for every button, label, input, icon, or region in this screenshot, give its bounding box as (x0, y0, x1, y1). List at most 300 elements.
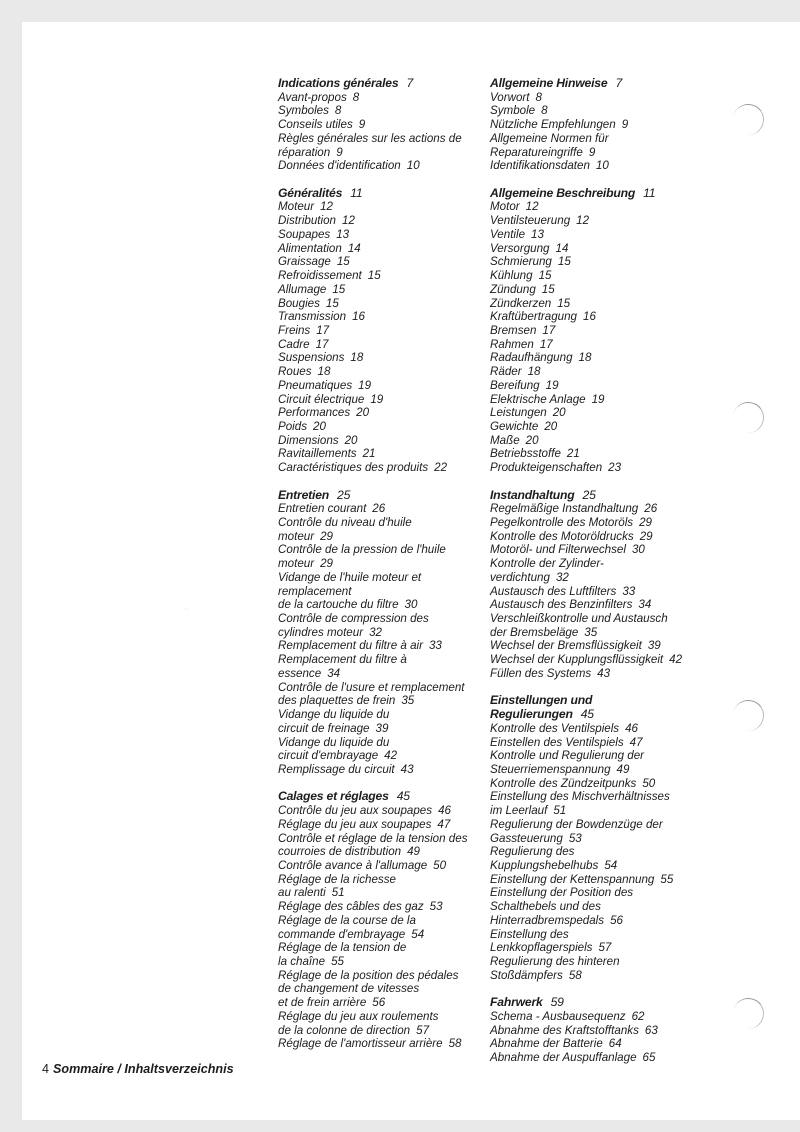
entry-page-number: 46 (625, 721, 639, 735)
entry-text: im Leerlauf (490, 804, 548, 818)
heading-page-number: 25 (337, 487, 351, 502)
entry-text: Entretien courant (278, 502, 367, 516)
heading-page-number: 11 (350, 185, 363, 200)
toc-entry (278, 969, 478, 983)
toc-entry (490, 159, 690, 173)
section-spacer (490, 681, 690, 695)
heading-page-number: 45 (580, 707, 594, 722)
toc-entry (278, 255, 478, 269)
entry-text: Bereifung (490, 378, 540, 392)
entry-text: Réglage de la position des pédales (278, 968, 459, 982)
entry-text: Füllen des Systems (490, 666, 592, 680)
entry-text: Poids (278, 419, 308, 433)
entry-text: Réglage de l'amortisseur arrière (278, 1037, 443, 1051)
section-heading (490, 996, 690, 1010)
toc-section (490, 489, 690, 681)
entry-page-number: 17 (542, 323, 556, 337)
section-heading (490, 489, 690, 503)
entry-text: Steuerriemenspannung (490, 762, 611, 776)
entry-text: Freins (278, 323, 311, 337)
toc-entry (278, 338, 478, 352)
entry-page-number: 23 (608, 461, 622, 475)
entry-page-number: 42 (669, 653, 683, 667)
entry-page-number: 16 (352, 310, 365, 324)
entry-text: Kontrolle des Zündzeitpunks (490, 776, 637, 790)
toc-entry (490, 324, 690, 338)
entry-page-number: 19 (545, 378, 559, 392)
entry-page-number: 33 (428, 639, 442, 653)
entry-page-number: 18 (350, 351, 364, 365)
entry-page-number: 17 (539, 337, 553, 351)
entry-text: cylindres moteur (278, 625, 364, 639)
entry-page-number: 29 (639, 529, 653, 543)
toc-entry (278, 571, 478, 585)
toc-entry (490, 639, 690, 653)
toc-entry (278, 200, 478, 214)
toc-entry (490, 886, 690, 900)
toc-entry (490, 900, 690, 914)
entry-page-number: 17 (316, 323, 330, 337)
toc-entry (490, 255, 690, 269)
entry-text: Alimentation (278, 241, 342, 255)
entry-page-number: 20 (552, 406, 566, 420)
entry-text: courroies de distribution (278, 845, 402, 859)
entry-text: Données d'identification (278, 159, 401, 173)
entry-text: Réglage de la course de la (278, 913, 416, 927)
toc-entry (490, 804, 690, 818)
entry-page-number: 50 (433, 858, 447, 872)
toc-entry (278, 873, 478, 887)
entry-text: Kühlung (490, 269, 533, 283)
toc-entry (490, 845, 690, 859)
toc-entry (490, 297, 690, 311)
entry-page-number: 55 (331, 955, 344, 968)
entry-page-number: 22 (434, 461, 448, 475)
entry-text: Pegelkontrolle des Motoröls (490, 516, 634, 529)
toc-entry (278, 447, 478, 461)
entry-text: Maße (490, 433, 520, 447)
entry-text: Radaufhängung (490, 351, 573, 365)
toc-entry (490, 406, 690, 420)
entry-page-number: 30 (404, 598, 418, 612)
entry-page-number: 46 (438, 804, 451, 818)
entry-text: des plaquettes de frein (278, 694, 396, 708)
entry-text: Contrôle de compression des (278, 612, 429, 626)
entry-text: Contrôle avance à l'allumage (278, 858, 428, 872)
toc-entry (278, 626, 478, 640)
toc-entry (490, 859, 690, 873)
section-heading (490, 694, 690, 708)
entry-page-number: 43 (400, 762, 414, 776)
entry-text: au ralenti (278, 886, 326, 900)
entry-page-number: 47 (629, 735, 643, 749)
entry-text: réparation (278, 145, 331, 159)
entry-page-number: 55 (660, 872, 674, 886)
entry-page-number: 20 (313, 419, 326, 433)
entry-page-number: 15 (336, 255, 350, 269)
entry-page-number: 19 (358, 378, 372, 392)
entry-text: Motor (490, 200, 520, 214)
entry-text: Verschleißkontrolle und Austausch (490, 612, 668, 626)
entry-page-number: 20 (356, 406, 370, 420)
entry-text: Elektrische Anlage (490, 392, 586, 406)
entry-text: Einstellung der Kettenspannung (490, 872, 655, 886)
entry-text: Contrôle du niveau d'huile (278, 516, 412, 529)
heading-text: Allgemeine Beschreibung (490, 185, 636, 200)
entry-text: Einstellung des Mischverhältnisses (490, 790, 670, 804)
entry-page-number: 12 (320, 200, 333, 214)
entry-page-number: 15 (325, 296, 339, 310)
toc-entry (278, 1037, 478, 1051)
entry-page-number: 21 (566, 447, 580, 461)
toc-entry (490, 1024, 690, 1038)
toc-entry (490, 379, 690, 393)
entry-page-number: 56 (372, 996, 386, 1010)
entry-text: Performances (278, 406, 351, 420)
entry-text: Caractéristiques des produits (278, 461, 429, 475)
entry-text: commande d'embrayage (278, 927, 406, 941)
entry-text: Bremsen (490, 323, 537, 337)
section-spacer (490, 475, 690, 489)
toc-entry (278, 502, 478, 516)
toc-section (490, 694, 690, 982)
entry-text: Austausch des Benzinfilters (490, 598, 633, 612)
toc-entry (278, 530, 478, 544)
toc-entry (490, 283, 690, 297)
entry-page-number: 39 (647, 639, 661, 653)
entry-text: Allumage (278, 282, 327, 296)
entry-text: Einstellung der Position des (490, 886, 634, 900)
toc-entry (278, 667, 478, 681)
toc-entry (278, 598, 478, 612)
toc-entry (278, 543, 478, 557)
toc-entry (278, 900, 478, 914)
toc-entry (278, 859, 478, 873)
entry-page-number: 20 (344, 433, 358, 447)
toc-entry (490, 557, 690, 571)
toc-entry (490, 571, 690, 585)
section-heading (278, 187, 478, 201)
entry-page-number: 9 (358, 118, 366, 132)
toc-entry (278, 585, 478, 599)
section-spacer (490, 982, 690, 996)
entry-page-number: 13 (531, 227, 544, 241)
toc-section (278, 187, 478, 475)
toc-entry (490, 132, 690, 146)
toc-entry (278, 736, 478, 750)
toc-entry (490, 722, 690, 736)
toc-entry (278, 516, 478, 530)
entry-page-number: 33 (622, 584, 636, 598)
entry-text: Règles générales sur les actions de (278, 131, 462, 145)
entry-text: Contrôle du jeu aux soupapes (278, 804, 433, 818)
manual-page (22, 22, 800, 1120)
toc-entry (278, 434, 478, 448)
toc-entry (490, 447, 690, 461)
entry-text: Leistungen (490, 406, 547, 420)
heading-page-number: 59 (550, 995, 564, 1010)
entry-page-number: 54 (411, 927, 425, 941)
entry-text: de la cartouche du filtre (278, 598, 399, 612)
toc-entry (490, 516, 690, 530)
toc-entry (278, 1024, 478, 1038)
entry-page-number: 8 (535, 90, 542, 104)
toc-entry (278, 269, 478, 283)
entry-text: verdichtung (490, 570, 550, 584)
entry-text: Versorgung (490, 241, 550, 255)
toc-entry (278, 653, 478, 667)
entry-text: Abnahme der Auspuffanlage (490, 1051, 637, 1065)
toc-entry (278, 1010, 478, 1024)
entry-text: circuit d'embrayage (278, 749, 379, 763)
toc-entry (278, 749, 478, 763)
entry-text: Kontrolle und Regulierung der (490, 749, 645, 763)
toc-entry (490, 214, 690, 228)
entry-text: Regulierung des hinteren (490, 955, 620, 968)
entry-text: la chaîne (278, 955, 326, 968)
entry-text: Kontrolle des Motoröldrucks (490, 529, 634, 543)
toc-entry (278, 694, 478, 708)
page-footer (42, 1062, 234, 1076)
entry-page-number: 57 (598, 941, 612, 955)
toc-section (278, 790, 478, 1051)
toc-entry (490, 612, 690, 626)
section-heading (490, 187, 690, 201)
entry-page-number: 54 (604, 858, 618, 872)
entry-page-number: 32 (555, 570, 569, 584)
entry-text: Pneumatiques (278, 378, 353, 392)
section-spacer (490, 173, 690, 187)
toc-entry (490, 310, 690, 324)
entry-page-number: 14 (347, 241, 361, 255)
section-heading (278, 77, 478, 91)
toc-entry (490, 790, 690, 804)
entry-text: Circuit électrique (278, 392, 365, 406)
toc-entry (278, 845, 478, 859)
toc-entry (278, 557, 478, 571)
toc-entry (278, 763, 478, 777)
toc-entry (278, 886, 478, 900)
entry-text: Contrôle de l'usure et remplacement (278, 680, 465, 694)
toc-entry (490, 777, 690, 791)
entry-page-number: 9 (621, 118, 629, 132)
entry-text: Bougies (278, 296, 320, 310)
entry-text: Hinterradbremspedals (490, 913, 605, 927)
toc-entry (278, 132, 478, 146)
toc-entry (490, 1037, 690, 1051)
entry-text: Remplacement du filtre à (278, 653, 407, 667)
entry-text: Zündung (490, 282, 536, 296)
entry-page-number: 34 (638, 598, 652, 612)
toc-entry (278, 283, 478, 297)
entry-page-number: 29 (639, 516, 652, 529)
heading-text: Allgemeine Hinweise (490, 76, 608, 90)
entry-text: Contrôle de la pression de l'huile (278, 543, 446, 557)
entry-page-number: 8 (334, 104, 342, 118)
toc-entry (278, 242, 478, 256)
section-heading (490, 77, 690, 91)
entry-text: Réglage de la tension de (278, 941, 407, 955)
entry-page-number: 34 (327, 666, 341, 680)
heading-text: Instandhaltung (490, 487, 575, 502)
entry-text: Wechsel der Kupplungsflüssigkeit (490, 653, 664, 667)
toc-entry (278, 104, 478, 118)
section-spacer (278, 777, 478, 791)
entry-page-number: 50 (642, 776, 656, 790)
entry-page-number: 15 (557, 255, 571, 269)
entry-page-number: 18 (578, 351, 592, 365)
entry-text: Schmierung (490, 255, 552, 269)
toc-entry (490, 200, 690, 214)
entry-page-number: 19 (591, 392, 605, 406)
entry-text: Transmission (278, 310, 347, 324)
entry-page-number: 30 (631, 543, 645, 557)
page-number: 4 (42, 1062, 50, 1076)
entry-text: Kraftübertragung (490, 310, 578, 324)
toc-entry (490, 104, 690, 118)
toc-entry (278, 914, 478, 928)
entry-text: Zündkerzen (490, 296, 552, 310)
toc-entry (490, 873, 690, 887)
entry-page-number: 15 (538, 269, 552, 283)
toc-entry (490, 461, 690, 475)
entry-page-number: 49 (407, 845, 420, 859)
entry-text: Conseils utiles (278, 118, 353, 132)
toc-entry (278, 420, 478, 434)
heading-page-number: 7 (615, 76, 623, 90)
entry-text: Austausch des Luftfilters (490, 584, 617, 598)
entry-page-number: 12 (525, 200, 539, 214)
toc-section (278, 489, 478, 777)
entry-text: Vidange du liquide du (278, 735, 390, 749)
toc-entry (278, 708, 478, 722)
entry-text: Ventilsteuerung (490, 214, 571, 228)
entry-text: Motoröl- und Filterwechsel (490, 543, 626, 557)
entry-page-number: 17 (315, 337, 329, 351)
toc-entry (278, 228, 478, 242)
entry-text: Kupplungshebelhubs (490, 858, 599, 872)
entry-page-number: 39 (375, 721, 389, 735)
toc-entry (278, 832, 478, 846)
toc-entry (490, 228, 690, 242)
section-heading (490, 708, 690, 722)
entry-text: Cadre (278, 337, 310, 351)
toc-entry (490, 118, 690, 132)
heading-text: Einstellungen und (490, 693, 593, 708)
entry-text: Réglage du jeu aux soupapes (278, 817, 432, 831)
entry-text: Gewichte (490, 419, 539, 433)
entry-page-number: 10 (595, 159, 609, 173)
entry-page-number: 62 (631, 1009, 645, 1023)
entry-page-number: 64 (608, 1037, 622, 1051)
toc-entry (278, 982, 478, 996)
toc-entry (278, 393, 478, 407)
heading-text: Indications générales (278, 76, 399, 90)
heading-text: Calages et réglages (278, 789, 389, 804)
entry-page-number: 15 (332, 282, 346, 296)
toc-entry (278, 722, 478, 736)
entry-text: remplacement (278, 584, 352, 598)
entry-page-number: 10 (406, 159, 420, 173)
entry-text: Abnahme des Kraftstofftanks (490, 1023, 639, 1037)
toc-entry (278, 351, 478, 365)
entry-page-number: 47 (437, 817, 451, 831)
toc-column-german (490, 77, 690, 1065)
toc-entry (490, 269, 690, 283)
toc-section (490, 77, 690, 173)
entry-text: Allgemeine Normen für (490, 131, 609, 145)
entry-text: Nützliche Empfehlungen (490, 118, 616, 132)
entry-text: Dimensions (278, 433, 339, 447)
toc-entry (278, 91, 478, 105)
entry-text: Roues (278, 365, 312, 379)
entry-text: Identifikationsdaten (490, 159, 590, 173)
entry-text: moteur (278, 557, 315, 571)
entry-text: Réglage de la richesse (278, 872, 396, 886)
entry-page-number: 32 (369, 625, 382, 639)
entry-page-number: 18 (317, 365, 331, 379)
entry-text: Distribution (278, 214, 336, 228)
toc-entry (490, 242, 690, 256)
toc-entry (490, 1010, 690, 1024)
toc-column-french (278, 77, 478, 1051)
entry-text: Rahmen (490, 337, 534, 351)
entry-page-number: 15 (367, 269, 381, 283)
toc-entry (278, 146, 478, 160)
entry-page-number: 12 (576, 214, 590, 228)
toc-entry (490, 530, 690, 544)
entry-page-number: 16 (583, 310, 596, 324)
toc-entry (278, 324, 478, 338)
entry-text: Schema - Ausbausequenz (490, 1009, 626, 1023)
entry-text: Vidange de l'huile moteur et (278, 570, 422, 584)
toc-entry (278, 955, 478, 969)
entry-page-number: 51 (331, 886, 345, 900)
entry-page-number: 15 (541, 282, 555, 296)
entry-page-number: 51 (553, 804, 567, 818)
entry-text: Réglage des câbles des gaz (278, 900, 424, 914)
heading-page-number: 7 (406, 76, 414, 90)
entry-page-number: 21 (362, 447, 376, 461)
toc-entry (490, 955, 690, 969)
toc-entry (490, 91, 690, 105)
toc-entry (490, 818, 690, 832)
toc-entry (278, 159, 478, 173)
entry-page-number: 19 (370, 392, 384, 406)
entry-text: et de frein arrière (278, 996, 367, 1010)
footer-title: Sommaire / Inhaltsverzeichnis (53, 1062, 234, 1076)
toc-entry (490, 502, 690, 516)
toc-entry (278, 365, 478, 379)
entry-page-number: 63 (644, 1023, 658, 1037)
entry-page-number: 9 (588, 145, 596, 159)
entry-page-number: 29 (320, 529, 333, 543)
entry-text: Ventile (490, 227, 526, 241)
toc-entry (490, 543, 690, 557)
entry-text: moteur (278, 529, 315, 543)
toc-entry (490, 749, 690, 763)
toc-entry (490, 763, 690, 777)
toc-entry (278, 118, 478, 132)
toc-entry (490, 626, 690, 640)
scan-speck: ·. (184, 605, 189, 612)
entry-page-number: 14 (555, 241, 569, 255)
heading-text: Regulierungen (490, 707, 573, 722)
toc-entry (490, 941, 690, 955)
entry-page-number: 58 (568, 968, 582, 982)
entry-page-number: 56 (610, 913, 623, 927)
section-heading (278, 489, 478, 503)
